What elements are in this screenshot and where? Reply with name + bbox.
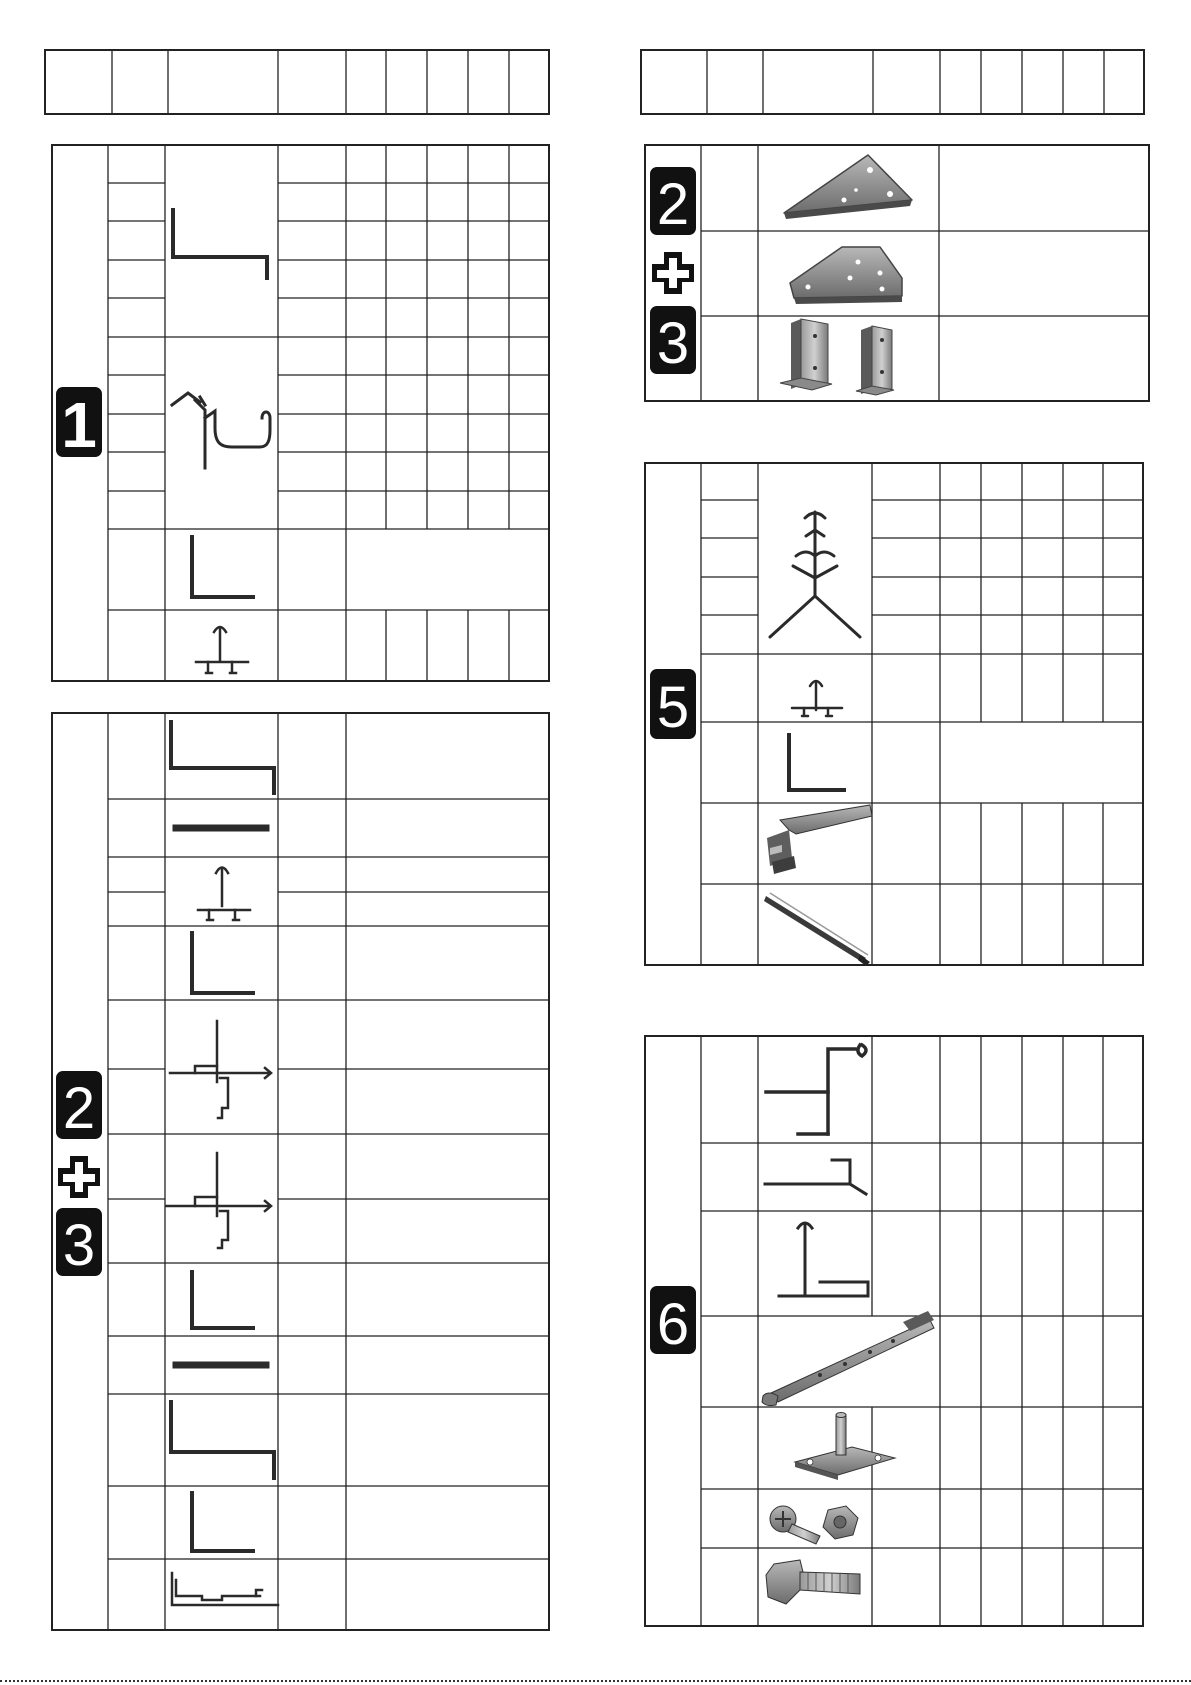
badge-number: 2 [656, 172, 690, 237]
hammer-head-bolt-icon [766, 1560, 860, 1604]
badge-number: 3 [62, 1213, 96, 1278]
t-glazing-bar-profile-icon [198, 868, 250, 921]
badge-section-3-left [56, 1208, 102, 1278]
t-glazing-bar-profile-icon [792, 681, 842, 716]
angle-bracket-pair-icon [780, 319, 894, 395]
section-6-table [645, 1036, 1143, 1626]
t-glazing-bar-profile-icon [196, 627, 248, 673]
badge-section-2-left [56, 1071, 102, 1141]
gutter-profile-icon [172, 393, 270, 468]
page-bottom-dotted-divider [0, 1680, 1191, 1682]
badge-section-6 [650, 1286, 696, 1357]
base-rail-profile-icon [171, 722, 274, 793]
section-1-table [52, 145, 549, 681]
section-2-3-left-table [52, 713, 549, 1630]
door-frame-profile-icon [170, 1021, 271, 1118]
corner-angle-profile-icon [192, 537, 253, 597]
badge-section-5 [650, 669, 696, 740]
plus-icon [58, 1156, 100, 1198]
base-rail-profile-icon [173, 210, 267, 278]
base-rail-profile-icon [171, 1402, 274, 1478]
badge-section-2-right [650, 167, 696, 237]
sill-profile-icon [172, 1573, 278, 1605]
corner-angle-profile-icon [192, 1272, 253, 1328]
corner-angle-profile-icon [192, 1493, 253, 1551]
badge-number: 1 [61, 389, 97, 461]
corner-angle-profile-icon [192, 933, 253, 993]
triangle-gusset-plate-icon [784, 155, 912, 219]
support-strut-icon [764, 893, 870, 966]
drip-edge-profile-icon [765, 1160, 866, 1194]
ridge-bar-profile-icon [770, 512, 860, 637]
bolt-and-nut-icon [770, 1506, 858, 1544]
badge-number: 6 [656, 1292, 690, 1357]
left-header-table [45, 50, 549, 114]
door-stop-pin-icon [795, 1413, 895, 1481]
door-hinge-rail-icon [762, 1311, 934, 1406]
badge-number: 3 [656, 311, 690, 376]
door-frame-profile-icon [166, 1153, 271, 1248]
glazing-bar-extrusion-icon [767, 805, 872, 874]
badge-section-1 [56, 387, 102, 461]
badge-section-3-right [650, 306, 696, 376]
section-5-table [645, 463, 1143, 965]
badge-number: 5 [656, 675, 690, 740]
corner-angle-profile-icon [789, 735, 844, 790]
right-header-table [641, 50, 1144, 114]
plus-icon [652, 252, 694, 294]
eaves-gutter-bracket-profile-icon [766, 1045, 866, 1134]
badge-number: 2 [62, 1076, 96, 1141]
door-post-profile-icon [779, 1223, 868, 1296]
corner-connector-plate-icon [790, 247, 902, 304]
